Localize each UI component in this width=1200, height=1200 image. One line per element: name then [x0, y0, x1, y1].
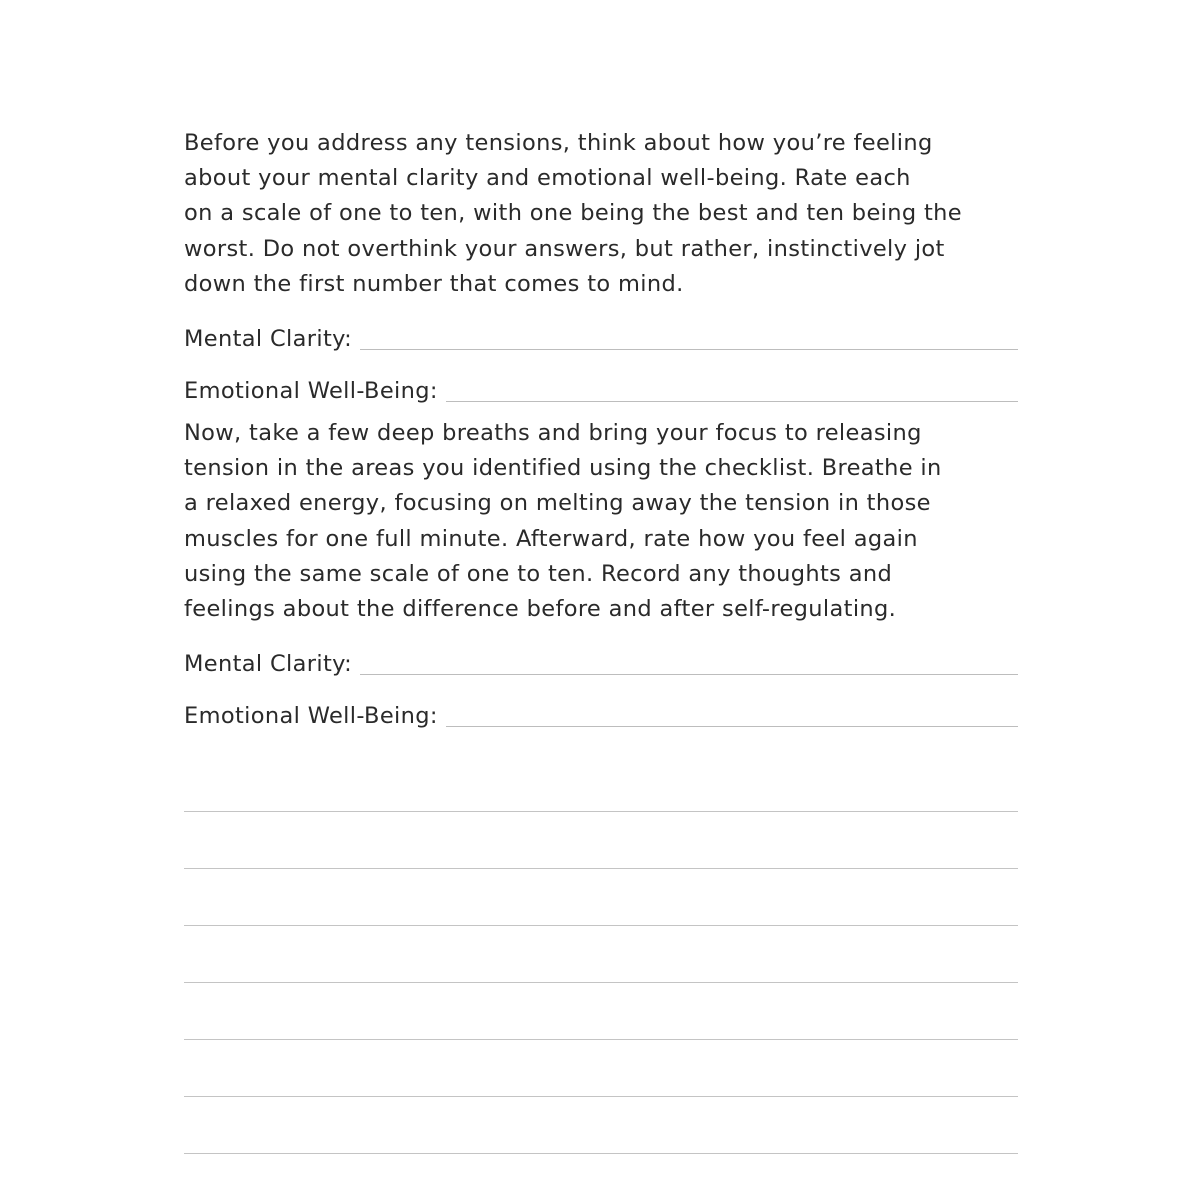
notes-writing-line[interactable]	[184, 1097, 1018, 1154]
second-paragraph-line: Now, take a few deep breaths and bring your focus to releasing	[184, 420, 922, 447]
notes-writing-line[interactable]	[184, 755, 1018, 812]
before-mental-clarity-field[interactable]	[184, 302, 1018, 354]
mental-clarity-answer-line[interactable]	[360, 674, 1018, 675]
intro-paragraph	[184, 126, 1018, 302]
intro-line: Before you address any tensions, think about how you’re feeling	[184, 130, 933, 156]
after-mental-clarity-field[interactable]	[184, 627, 1018, 679]
after-emotional-wellbeing-field[interactable]	[184, 679, 1018, 731]
second-paragraph-line: using the same scale of one to ten. Record any thoughts and	[184, 560, 893, 587]
emotional-wellbeing-answer-line[interactable]	[446, 726, 1018, 727]
before-emotional-wellbeing-field[interactable]	[184, 354, 1018, 406]
mental-clarity-label: Mental Clarity:	[184, 326, 353, 353]
second-paragraph-line: feelings about the difference before and after self-regulating.	[184, 596, 897, 623]
emotional-wellbeing-answer-line[interactable]	[446, 401, 1018, 402]
mental-clarity-label: Mental Clarity:	[184, 651, 353, 678]
notes-writing-line[interactable]	[184, 983, 1018, 1040]
intro-line: down the first number that comes to mind.	[184, 270, 684, 297]
second-paragraph-line: a relaxed energy, focusing on melting away the tension in those	[184, 490, 931, 517]
worksheet-page	[184, 126, 1018, 1154]
intro-line: about your mental clarity and emotional well-being. Rate each	[184, 165, 911, 192]
mental-clarity-answer-line[interactable]	[360, 349, 1018, 350]
notes-writing-line[interactable]	[184, 869, 1018, 926]
emotional-wellbeing-label: Emotional Well-Being:	[184, 378, 438, 405]
notes-writing-line[interactable]	[184, 926, 1018, 983]
second-paragraph	[184, 416, 1018, 627]
notes-writing-line[interactable]	[184, 1040, 1018, 1097]
intro-line: on a scale of one to ten, with one being the best and ten being the	[184, 200, 962, 227]
emotional-wellbeing-label: Emotional Well-Being:	[184, 703, 438, 730]
notes-writing-area[interactable]	[184, 755, 1018, 1154]
second-paragraph-line: tension in the areas you identified using the checklist. Breathe in	[184, 455, 942, 482]
intro-line: worst. Do not overthink your answers, but rather, instinctively jot	[184, 235, 945, 262]
second-paragraph-line: muscles for one full minute. Afterward, rate how you feel again	[184, 525, 918, 552]
notes-writing-line[interactable]	[184, 812, 1018, 869]
